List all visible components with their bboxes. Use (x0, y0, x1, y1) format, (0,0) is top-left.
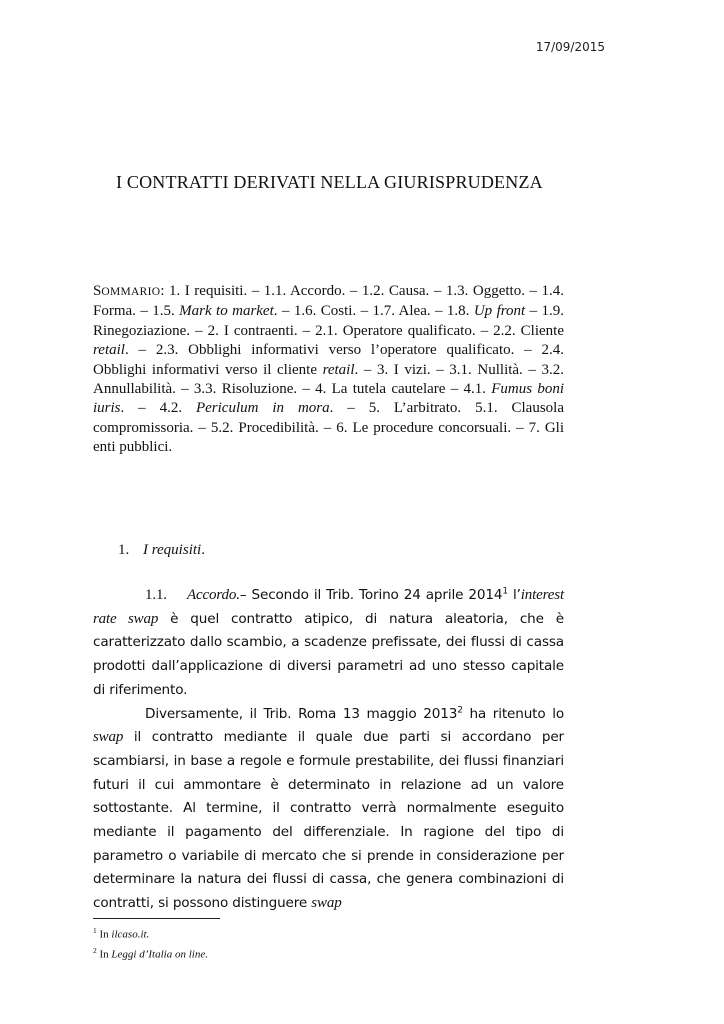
footnote-prefix: In (99, 948, 112, 961)
footnote-divider (93, 918, 220, 919)
summary-block (93, 282, 564, 458)
summary-label-rest: OMMARIO (101, 286, 161, 298)
summary-text: . – 5. L’arbitrato. 5.1. Clausola compromissoria. – 5.2. Procedibilità. – 6. Le procedure concorsuali. – 7. Gli enti pubblici. (93, 400, 564, 456)
summary-text: – 1.9. Rinegoziazione. – 2. I contraenti. – 2.1. Operatore qualificato. – 2.2. Cliente (93, 303, 565, 339)
section-title: I requisiti (143, 542, 202, 558)
footnote (93, 943, 493, 963)
paragraph-text: ha ritenuto lo (462, 705, 564, 722)
summary-text: . – 2.3. Obblighi informativi verso l’operatore qualificato. – 2.4. Obblighi informativi verso il cliente (93, 342, 564, 378)
paragraph-text: – Secondo il Trib. Torino 24 aprile 2014 (239, 587, 503, 603)
summary-text: . – 3. I vizi. – 3.1. Nullità. – 3.2. Annullabilità. – 3.3. Risoluzione. – 4. La tutela cautelare – 4.1. (93, 361, 564, 398)
footnote-source: Leggi d’Italia on line. (111, 948, 208, 961)
paragraph-italic: swap (93, 729, 124, 746)
summary-text: . – 1.6. Costi. – 1.7. Alea. – 1.8. (273, 303, 474, 320)
paragraph (93, 703, 564, 916)
summary-italic: Up front (473, 303, 526, 320)
footnotes (93, 923, 493, 962)
summary-italic: retail (93, 342, 125, 359)
footnote-source: ilcaso.it. (111, 928, 150, 941)
header-date: 17/09/2015 (535, 40, 605, 54)
section-heading (118, 542, 205, 559)
paragraph-text: è quel contratto atipico, di natura aleatoria, che è caratterizzato dallo scambio, a scadenze prefissate, dei flussi di cassa prodotti dall’applicazione di diversi parametri ad uno stesso capitale di riferimento. (93, 610, 564, 698)
summary-italic: Mark to market (179, 303, 274, 320)
footnote-ref: 2 (457, 704, 463, 715)
section-number: 1. (118, 542, 130, 558)
summary-label-initial: S (93, 283, 102, 299)
paragraph-italic: interest rate swap (93, 587, 564, 627)
summary-italic: retail (322, 361, 355, 378)
summary-text: : 1. I requisiti. – 1.1. Accordo. – 1.2. Causa. – 1.3. Oggetto. – 1.4. Forma. – 1.5. (93, 283, 564, 320)
body-text (93, 584, 564, 916)
footnote-ref: 1 (502, 586, 508, 597)
summary-italic: Periculum in mora (195, 400, 330, 417)
paragraph (93, 584, 564, 703)
section-title-suffix: . (201, 542, 205, 558)
paragraph-text: il contratto mediante il quale due parti si accordano per scambiarsi, in base a regole e formule prestabilite, dei flussi finanziari futuri il cui ammontare è determinato in relazione ad un valore sottostante. Al termine, il contratto verrà normalmente eseguito mediante il pagamento del differenziale. In ragione del tipo di parametro o variabile di mercato che si prende in considerazione per determinare la natura dei flussi di cassa, che genera combinazioni di contratti, si possono distinguere (93, 729, 564, 912)
summary-italic: Fumus boni iuris (93, 381, 564, 417)
paragraph-text: Diversamente, il Trib. Roma 13 maggio 2013 (145, 705, 458, 722)
footnote-number: 1 (93, 926, 97, 935)
document-title: I CONTRATTI DERIVATI NELLA GIURISPRUDENZA (116, 172, 543, 192)
paragraph-number: 1.1. (145, 587, 167, 603)
footnote-number: 2 (93, 945, 97, 955)
footnote-prefix: In (99, 928, 112, 941)
summary-text: . – 4.2. (120, 400, 196, 417)
footnote (93, 923, 493, 943)
paragraph-subtitle: Accordo. (187, 587, 240, 603)
paragraph-italic: swap (311, 895, 342, 912)
paragraph-text: l’ (507, 587, 521, 603)
